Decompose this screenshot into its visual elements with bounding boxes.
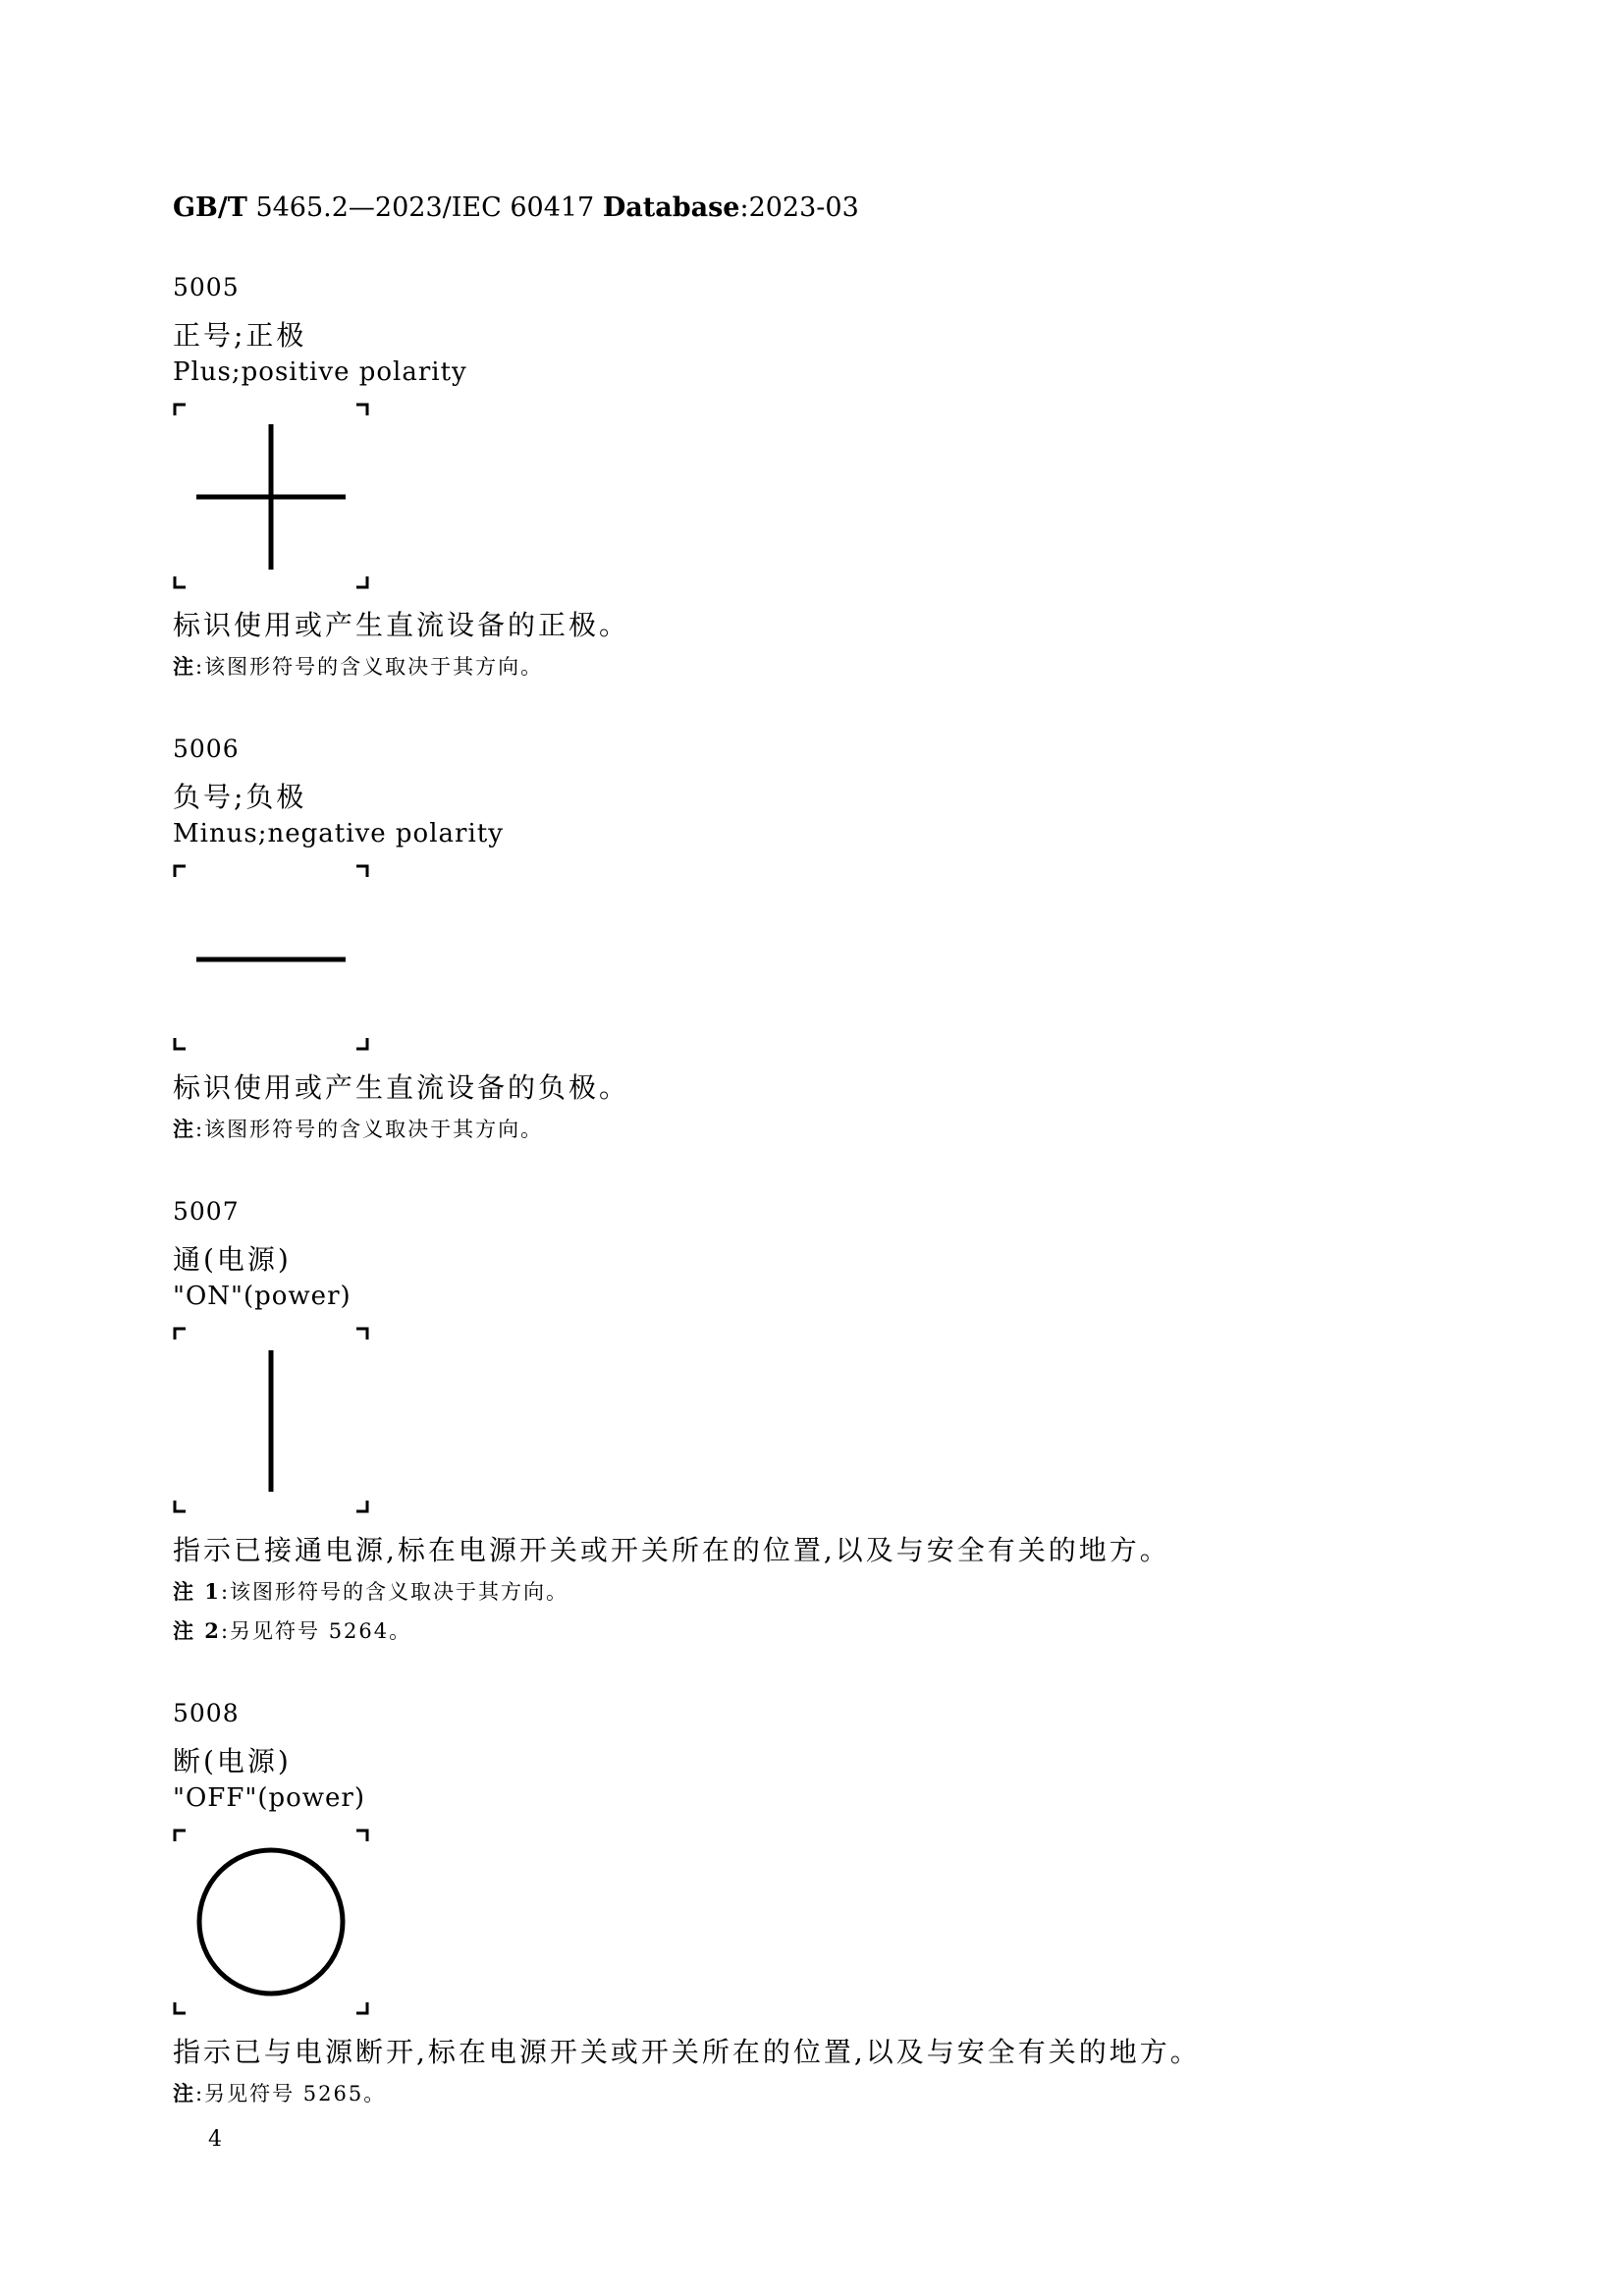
note-label: 注: [173, 1117, 195, 1141]
note-label: 注: [173, 654, 195, 679]
entry-number: 5006: [173, 735, 240, 763]
entry-number: 5008: [173, 1699, 240, 1727]
note-label: 注 1: [173, 1579, 221, 1604]
entry-note: [173, 651, 543, 681]
entry-title-en: "OFF"(power): [173, 1783, 365, 1813]
note-text: :另见符号 5264。: [220, 1619, 412, 1643]
entry-title-zh: 通(电源): [173, 1243, 292, 1276]
entry-title-en: Plus;positive polarity: [173, 357, 467, 387]
entry-title-zh: 断(电源): [173, 1745, 292, 1777]
note-text: :另见符号 5265。: [195, 2082, 387, 2105]
entry-number: 5007: [173, 1197, 240, 1226]
entry-note: [173, 1615, 411, 1645]
on-power-symbol-icon: [173, 1327, 369, 1513]
note-text: :该图形符号的含义取决于其方向。: [195, 1118, 544, 1141]
entry-number: 5005: [173, 273, 240, 301]
entry-note: [173, 1576, 568, 1606]
entry-description: 标识使用或产生直流设备的正极。: [173, 609, 630, 641]
entry-description: 指示已接通电源,标在电源开关或开关所在的位置,以及与安全有关的地方。: [173, 1534, 1170, 1566]
page-header: [173, 192, 859, 223]
header-colon: :: [739, 192, 749, 223]
standard-code: GB/T: [173, 192, 247, 223]
standard-number: 5465.2—2023/IEC 60417: [255, 192, 595, 223]
database-label: Database: [602, 192, 740, 223]
entry-title-zh: 负号;负极: [173, 781, 307, 813]
entry-title-en: Minus;negative polarity: [173, 819, 504, 848]
note-text: :该图形符号的含义取决于其方向。: [195, 655, 544, 679]
entry-description: 标识使用或产生直流设备的负极。: [173, 1071, 630, 1104]
database-version: 2023-03: [748, 192, 859, 223]
off-power-symbol-icon: [173, 1829, 369, 2015]
note-text: :该图形符号的含义取决于其方向。: [220, 1580, 569, 1604]
entry-note: [173, 2078, 386, 2107]
plus-symbol-icon: [173, 403, 369, 589]
page-number: 4: [208, 2127, 222, 2152]
entry-description: 指示已与电源断开,标在电源开关或开关所在的位置,以及与安全有关的地方。: [173, 2036, 1201, 2068]
entry-note: [173, 1114, 543, 1143]
minus-symbol-icon: [173, 864, 369, 1051]
entry-title-en: "ON"(power): [173, 1282, 352, 1311]
entry-title-zh: 正号;正极: [173, 319, 307, 352]
note-label: 注: [173, 2081, 195, 2105]
note-label: 注 2: [173, 1618, 221, 1643]
